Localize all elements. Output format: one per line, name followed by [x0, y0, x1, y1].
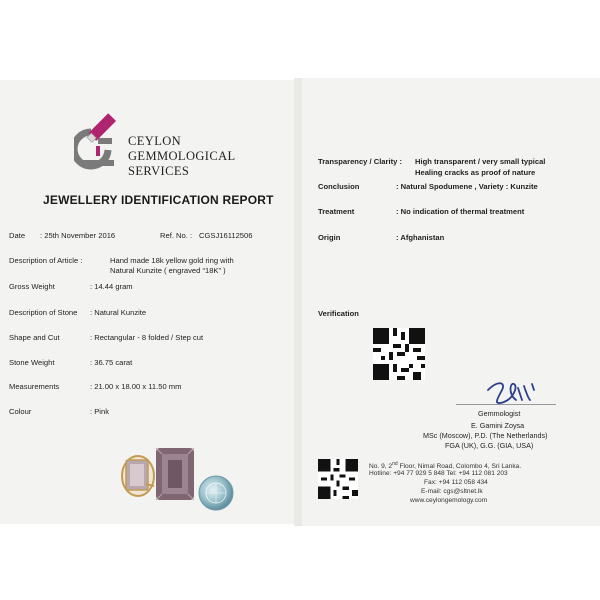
gross-weight-value: : 14.44 gram — [90, 282, 133, 291]
transparency-label: Transparency / Clarity : — [318, 157, 402, 166]
conclusion-label: Conclusion — [318, 182, 360, 191]
transparency-value-line1: High transparent / very small typical — [415, 157, 546, 166]
verification-label: Verification — [318, 309, 359, 318]
verification-qr-code-icon — [373, 328, 425, 380]
logo-line-2: GEMMOLOGICAL — [128, 149, 236, 163]
date-value: : 25th November 2016 — [40, 231, 116, 240]
address-number: No. 9, 2 — [369, 463, 393, 471]
article-value-line2: Natural Kunzite ( engraved “18K” ) — [110, 266, 226, 275]
stone-weight-value: : 36.75 carat — [90, 358, 133, 367]
fax: Fax: +94 112 058 434 — [424, 479, 488, 486]
stone-description-label: Description of Stone — [9, 308, 78, 317]
address-line — [369, 461, 521, 470]
conclusion-value: : Natural Spodumene , Variety : Kunzite — [396, 182, 538, 191]
report-fold — [294, 78, 302, 526]
colour-value: : Pink — [90, 407, 109, 416]
measurements-label: Measurements — [9, 382, 60, 391]
address-rest: Floor, Nimal Road, Colombo 4, Sri Lanka. — [397, 463, 522, 471]
gross-weight-label: Gross Weight — [9, 282, 55, 291]
stone-description-value: : Natural Kunzite — [90, 308, 147, 317]
hotline-tel: Hotline: +94 77 929 5 848 Tel: +94 112 081 203 — [369, 470, 508, 477]
treatment-label: Treatment — [318, 207, 355, 216]
origin-value: : Afghanistan — [396, 233, 445, 242]
shape-cut-value: : Rectangular - 8 folded / Step cut — [90, 333, 204, 342]
gemmologist-name: E. Gamini Zoysa — [471, 421, 525, 430]
article-label: Description of Article : — [9, 256, 83, 265]
signature-line — [456, 404, 556, 405]
gemmologist-title: Gemmologist — [478, 409, 521, 418]
colour-label: Colour — [9, 407, 32, 416]
footer-qr-code-icon — [318, 459, 358, 499]
logo-line-1: CEYLON — [128, 134, 182, 148]
kunzite-ring-photo — [120, 442, 196, 515]
website: www.ceylongemology.com — [410, 497, 488, 504]
article-value-line1: Hand made 18k yellow gold ring with — [110, 256, 234, 265]
hologram-seal-icon — [197, 474, 235, 517]
shape-cut-label: Shape and Cut — [9, 333, 60, 342]
origin-label: Origin — [318, 233, 341, 242]
ref-value: CGSJ16112506 — [199, 231, 253, 240]
microscope-logo-icon — [74, 108, 124, 177]
stone-weight-label: Stone Weight — [9, 358, 55, 367]
address-floor-suffix: nd — [392, 461, 398, 467]
transparency-value-line2: Healing cracks as proof of nature — [415, 168, 536, 177]
gemmologist-qualification-2: FGA (UK), G.G. (GIA, USA) — [445, 441, 534, 450]
gemmologist-qualification-1: MSc (Moscow), P.D. (The Netherlands) — [423, 431, 548, 440]
measurements-value: : 21.00 x 18.00 x 11.50 mm — [90, 382, 182, 391]
email: E-mail: cgs@sltnet.lk — [421, 488, 483, 495]
date-label: Date — [9, 231, 26, 240]
logo-line-3: SERVICES — [128, 164, 190, 178]
report-title: JEWELLERY IDENTIFICATION REPORT — [43, 193, 274, 207]
ref-label: Ref. No. : — [160, 231, 193, 240]
treatment-value: : No indication of thermal treatment — [396, 207, 525, 216]
